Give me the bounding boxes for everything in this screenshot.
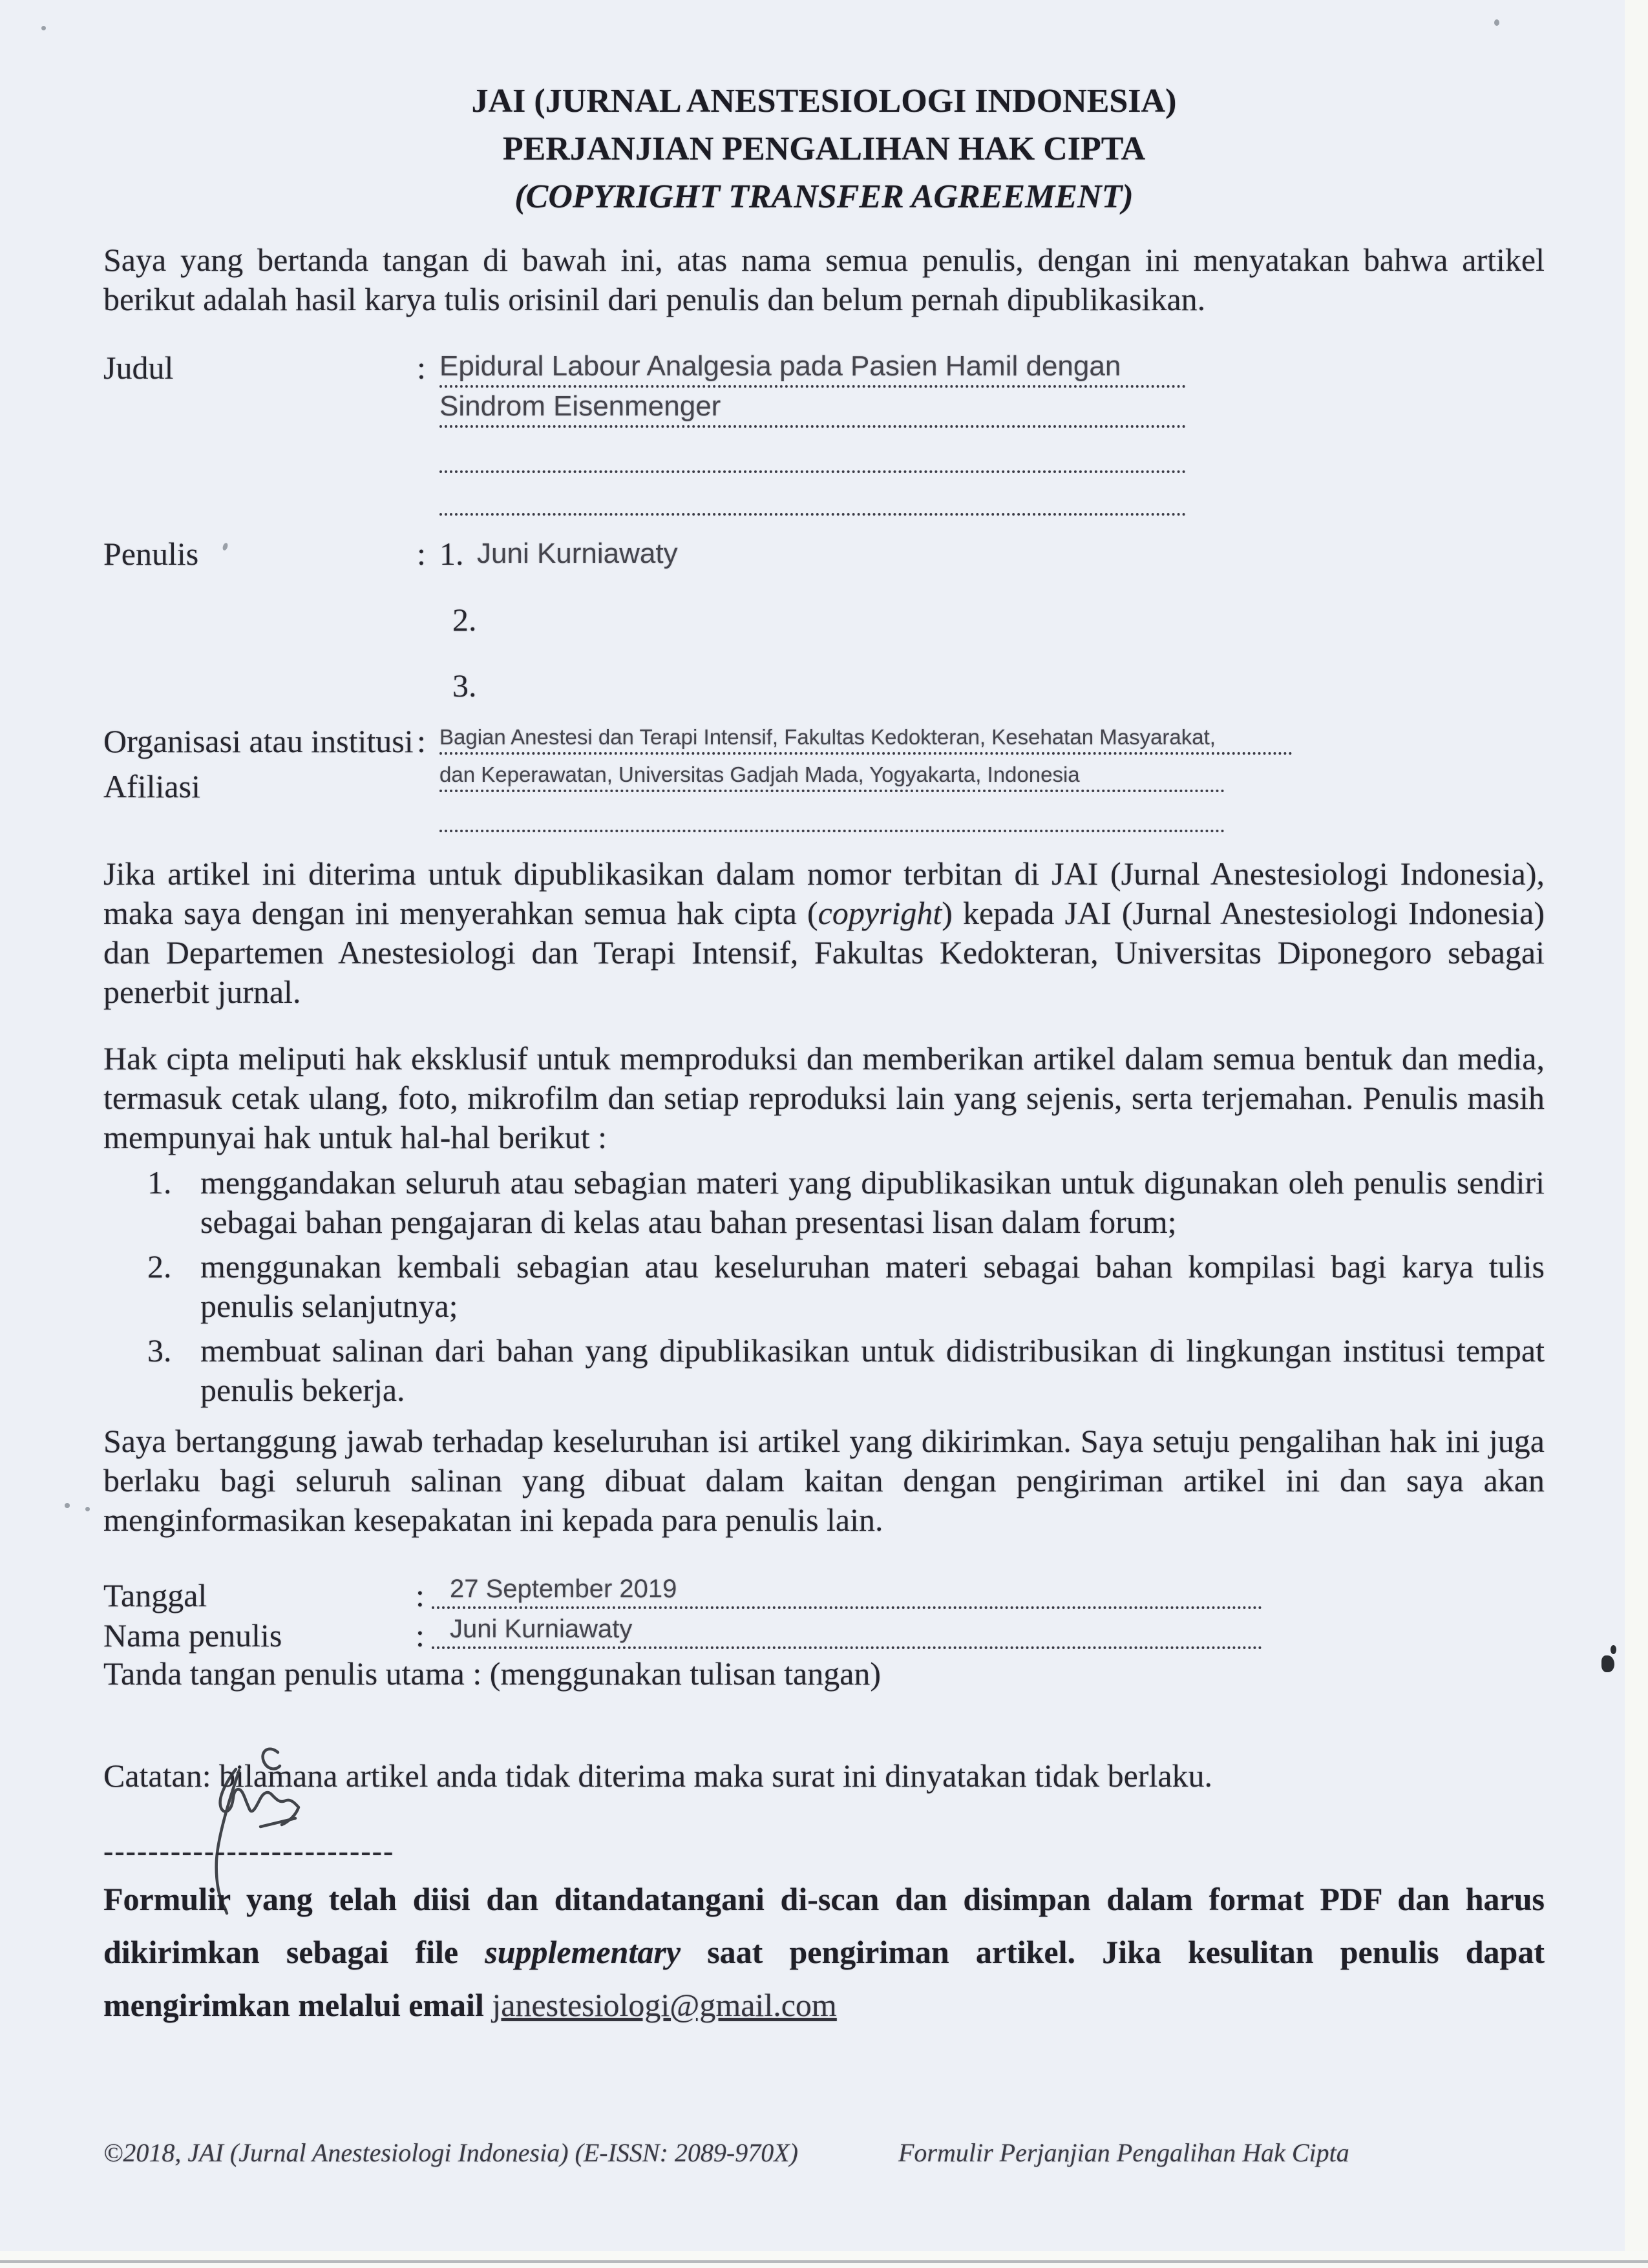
instructions-text-1: Formulir yang telah diisi dan ditandatangani di-scan dan disimpan dalam format PDF dan harus dikirimkan sebagai file	[103, 1881, 1545, 1970]
copyright-transfer-text-1: Jika artikel ini diterima untuk dipublikasikan dalam nomor terbitan di JAI (Jurnal Anestesiologi Indonesia), maka saya dengan ini menyerahkan semua hak cipta (	[103, 856, 1545, 931]
footer-copyright: ©2018, JAI (Jurnal Anestesiologi Indonesia) (E-ISSN: 2089-970X)	[103, 2138, 798, 2167]
penulis-colon: :	[417, 536, 426, 572]
dotted-blank-line	[439, 477, 1186, 516]
ink-speck	[65, 1503, 70, 1508]
author-1-name: Juni Kurniawaty	[477, 538, 678, 569]
author-3-number: 3.	[452, 667, 477, 704]
responsibility-paragraph: Saya bertanggung jawab terhadap keseluruhan isi artikel yang dikirimkan. Saya setuju pengalihan hak ini juga berlaku bagi seluruh salinan yang dibuat dalam kaitan dengan pengiriman artikel ini dan saya akan menginformasikan kesepakatan ini kepada para penulis lain.	[103, 1423, 1545, 1538]
title-journal-name: JAI (JURNAL ANESTESIOLOGI INDONESIA)	[471, 83, 1177, 120]
afiliasi-label-line1: Organisasi atau institusi	[103, 723, 414, 759]
ink-speck	[1611, 1645, 1616, 1654]
dashed-cut-line: --------------------------	[103, 1834, 395, 1867]
list-item	[103, 1331, 1545, 1410]
ink-speck	[222, 542, 229, 551]
afiliasi-label-line2: Afiliasi	[103, 768, 200, 804]
ink-speck	[1494, 19, 1499, 26]
list-item-text: menggunakan kembali sebagian atau keseluruhan materi sebagai bahan kompilasi bagi karya tulis penulis selanjutnya;	[200, 1248, 1545, 1324]
ink-speck	[41, 26, 46, 30]
supplementary-term: supplementary	[485, 1934, 681, 1970]
footer-form-name: Formulir Perjanjian Pengalihan Hak Cipta	[898, 2138, 1349, 2167]
tanggal-value: 27 September 2019	[432, 1571, 1262, 1609]
tanggal-label: Tanggal	[103, 1577, 207, 1613]
dotted-blank-line	[439, 795, 1225, 832]
rights-paragraph: Hak cipta meliputi hak eksklusif untuk memproduksi dan memberikan artikel dalam semua bentuk dan media, termasuk cetak ulang, foto, mikrofilm dan setiap reproduksi lain yang sejenis, serta terjemahan. Penulis masih mempunyai hak untuk hal-hal berikut :	[103, 1040, 1545, 1155]
list-item-number: 1.	[147, 1164, 172, 1201]
paper-edge	[1625, 0, 1648, 2268]
ink-speck	[85, 1507, 90, 1511]
judul-label: Judul	[103, 350, 174, 386]
title-agreement-en: (COPYRIGHT TRANSFER AGREEMENT)	[514, 178, 1134, 215]
list-item-number: 3.	[147, 1332, 172, 1369]
instructions-paragraph	[103, 1873, 1545, 2032]
rights-list	[103, 1163, 1545, 1415]
list-item	[103, 1163, 1545, 1242]
title-agreement-id: PERJANJIAN PENGALIHAN HAK CIPTA	[502, 131, 1146, 167]
afiliasi-value-line2: dan Keperawatan, Universitas Gadjah Mada, Yogyakarta, Indonesia	[439, 755, 1225, 792]
paper-edge	[0, 2251, 1648, 2268]
list-item-number: 2.	[147, 1248, 172, 1285]
paper-edge	[0, 2260, 1648, 2263]
penulis-label: Penulis	[103, 536, 199, 572]
list-item	[103, 1247, 1545, 1326]
judul-value-line1: Epidural Labour Analgesia pada Pasien Hamil dengan	[439, 349, 1186, 388]
list-item-text: membuat salinan dari bahan yang dipublikasikan untuk didistribusikan di lingkungan institusi tempat penulis bekerja.	[200, 1332, 1545, 1408]
catatan-note: Catatan: bilamana artikel anda tidak diterima maka surat ini dinyatakan tidak berlaku.	[103, 1758, 1213, 1794]
afiliasi-value-line1: Bagian Anestesi dan Terapi Intensif, Fakultas Kedokteran, Kesehatan Masyarakat,	[439, 717, 1293, 755]
signature-stroke	[263, 1749, 280, 1769]
instructions-text-2: saat pengiriman artikel. Jika kesulitan penulis dapat mengirimkan melalui email	[103, 1934, 1545, 2023]
author-1-number: 1.	[439, 536, 464, 572]
tanggal-colon: :	[416, 1577, 425, 1613]
copyright-italic-term: copyright	[818, 895, 942, 931]
signature-stroke	[260, 1818, 295, 1827]
nama-penulis-value: Juni Kurniawaty	[432, 1612, 1262, 1649]
intro-paragraph: Saya yang bertanda tangan di bawah ini, atas nama semua penulis, dengan ini menyatakan bahwa artikel berikut adalah hasil karya tulis orisinil dari penulis dan belum pernah dipublikasikan.	[103, 242, 1545, 317]
email-link[interactable]: janestesiologi@gmail.com	[492, 1987, 837, 2023]
dotted-blank-line	[439, 434, 1186, 473]
document-title	[103, 78, 1545, 221]
copyright-transfer-paragraph	[103, 854, 1545, 1012]
ink-speck	[1601, 1655, 1614, 1672]
nama-penulis-label: Nama penulis	[103, 1617, 282, 1654]
page-footer	[103, 2137, 1545, 2168]
afiliasi-colon: :	[417, 723, 426, 759]
list-item-text: menggandakan seluruh atau sebagian materi yang dipublikasikan untuk digunakan oleh penulis sendiri sebagai bahan pengajaran di kelas atau bahan presentasi lisan dalam forum;	[200, 1164, 1545, 1240]
nama-penulis-colon: :	[416, 1617, 425, 1654]
judul-value-line2: Sindrom Eisenmenger	[439, 389, 1186, 428]
copyright-transfer-text-2: ) kepada JAI (Jurnal Anestesiologi Indonesia) dan Departemen Anestesiologi dan Terapi Intensif, Fakultas Kedokteran, Universitas Diponegoro sebagai penerbit jurnal.	[103, 895, 1545, 1010]
tanda-tangan-line: Tanda tangan penulis utama : (menggunakan tulisan tangan)	[103, 1655, 882, 1692]
author-2-number: 2.	[452, 602, 477, 638]
judul-colon: :	[417, 350, 426, 386]
